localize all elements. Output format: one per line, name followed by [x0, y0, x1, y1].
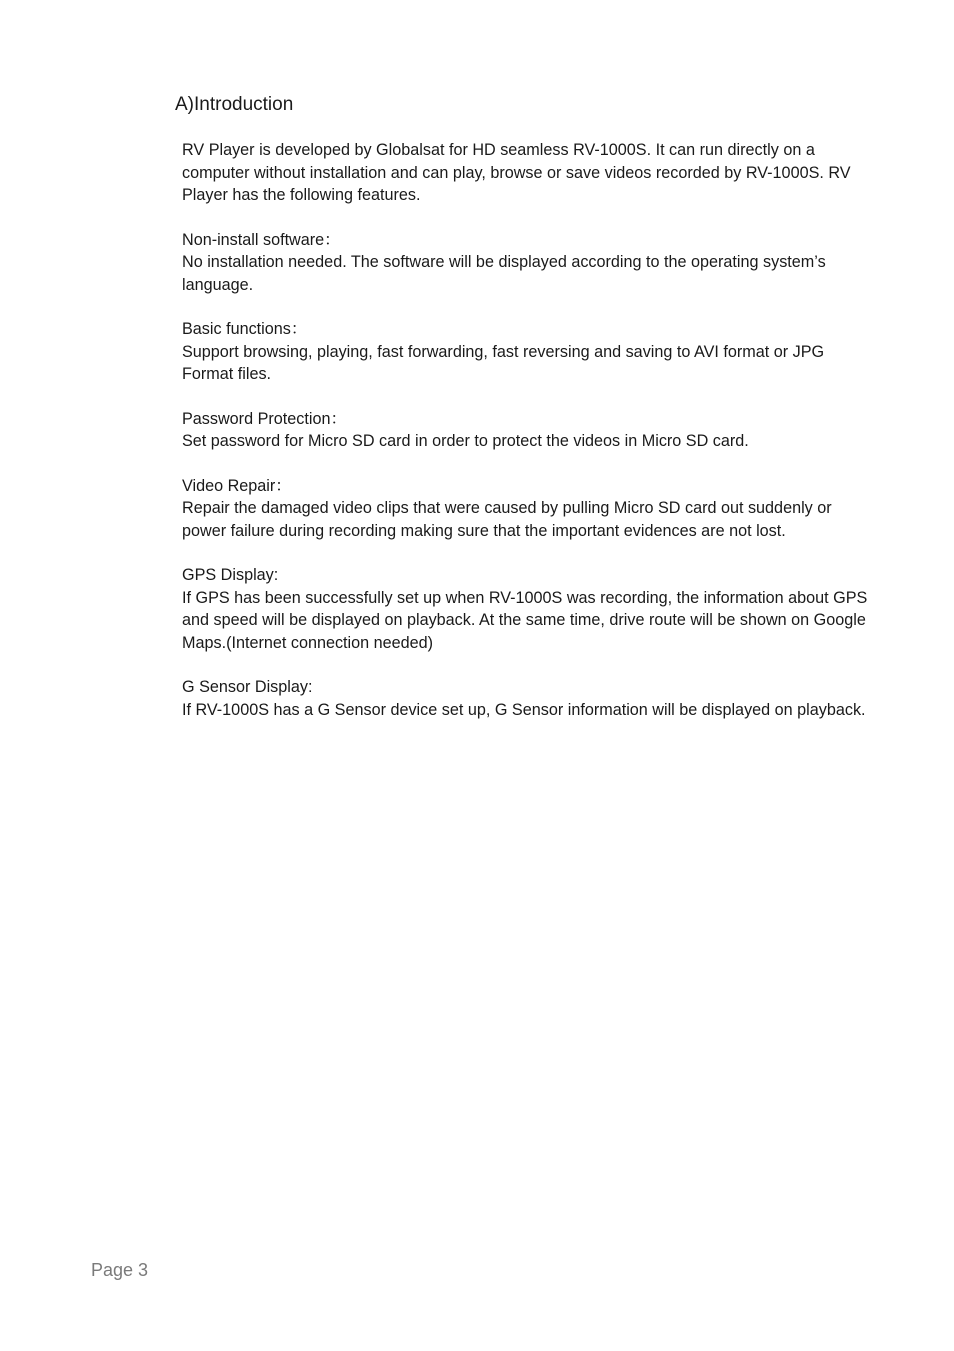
feature-description: Support browsing, playing, fast forwarding, fast reversing and saving to AVI format or JPG Format files. [182, 342, 825, 383]
section-heading: A)Introduction [175, 94, 294, 115]
feature-title: G Sensor Display: [182, 678, 313, 696]
feature-title: Video Repair： [182, 476, 292, 495]
feature-title: Basic functions： [182, 320, 308, 338]
page-number: Page 3 [91, 1260, 149, 1280]
feature-title: Password Protection： [182, 409, 347, 428]
feature-title: GPS Display: [182, 566, 279, 584]
document-body [182, 139, 872, 743]
feature-description: Repair the damaged video clips that were caused by pulling Micro SD card out suddenly or power failure during recording making sure that the important evidences are not lost. [182, 499, 832, 540]
feature-description: No installation needed. The software will be displayed according to the operating system’s language. [182, 253, 826, 294]
intro-paragraph: RV Player is developed by Globalsat for HD seamless RV-1000S. It can run directly on a computer without installation and can play, browse or save videos recorded by RV-1000S. RV Player has the following features. [182, 141, 851, 204]
feature-g-sensor-display [182, 676, 872, 721]
feature-title: Non-install software： [182, 230, 341, 249]
feature-description: If GPS has been successfully set up when RV-1000S was recording, the information about GPS and speed will be displayed on playback. At the same time, drive route will be shown on Google Maps.(Internet connection needed) [182, 588, 868, 652]
feature-non-install [182, 229, 872, 297]
feature-password-protection [182, 408, 872, 453]
feature-description: Set password for Micro SD card in order to protect the videos in Micro SD card. [182, 432, 749, 450]
feature-gps-display [182, 564, 872, 654]
feature-video-repair [182, 475, 872, 543]
feature-description: If RV-1000S has a G Sensor device set up, G Sensor information will be displayed on playback. [182, 700, 866, 719]
feature-basic-functions [182, 318, 872, 386]
